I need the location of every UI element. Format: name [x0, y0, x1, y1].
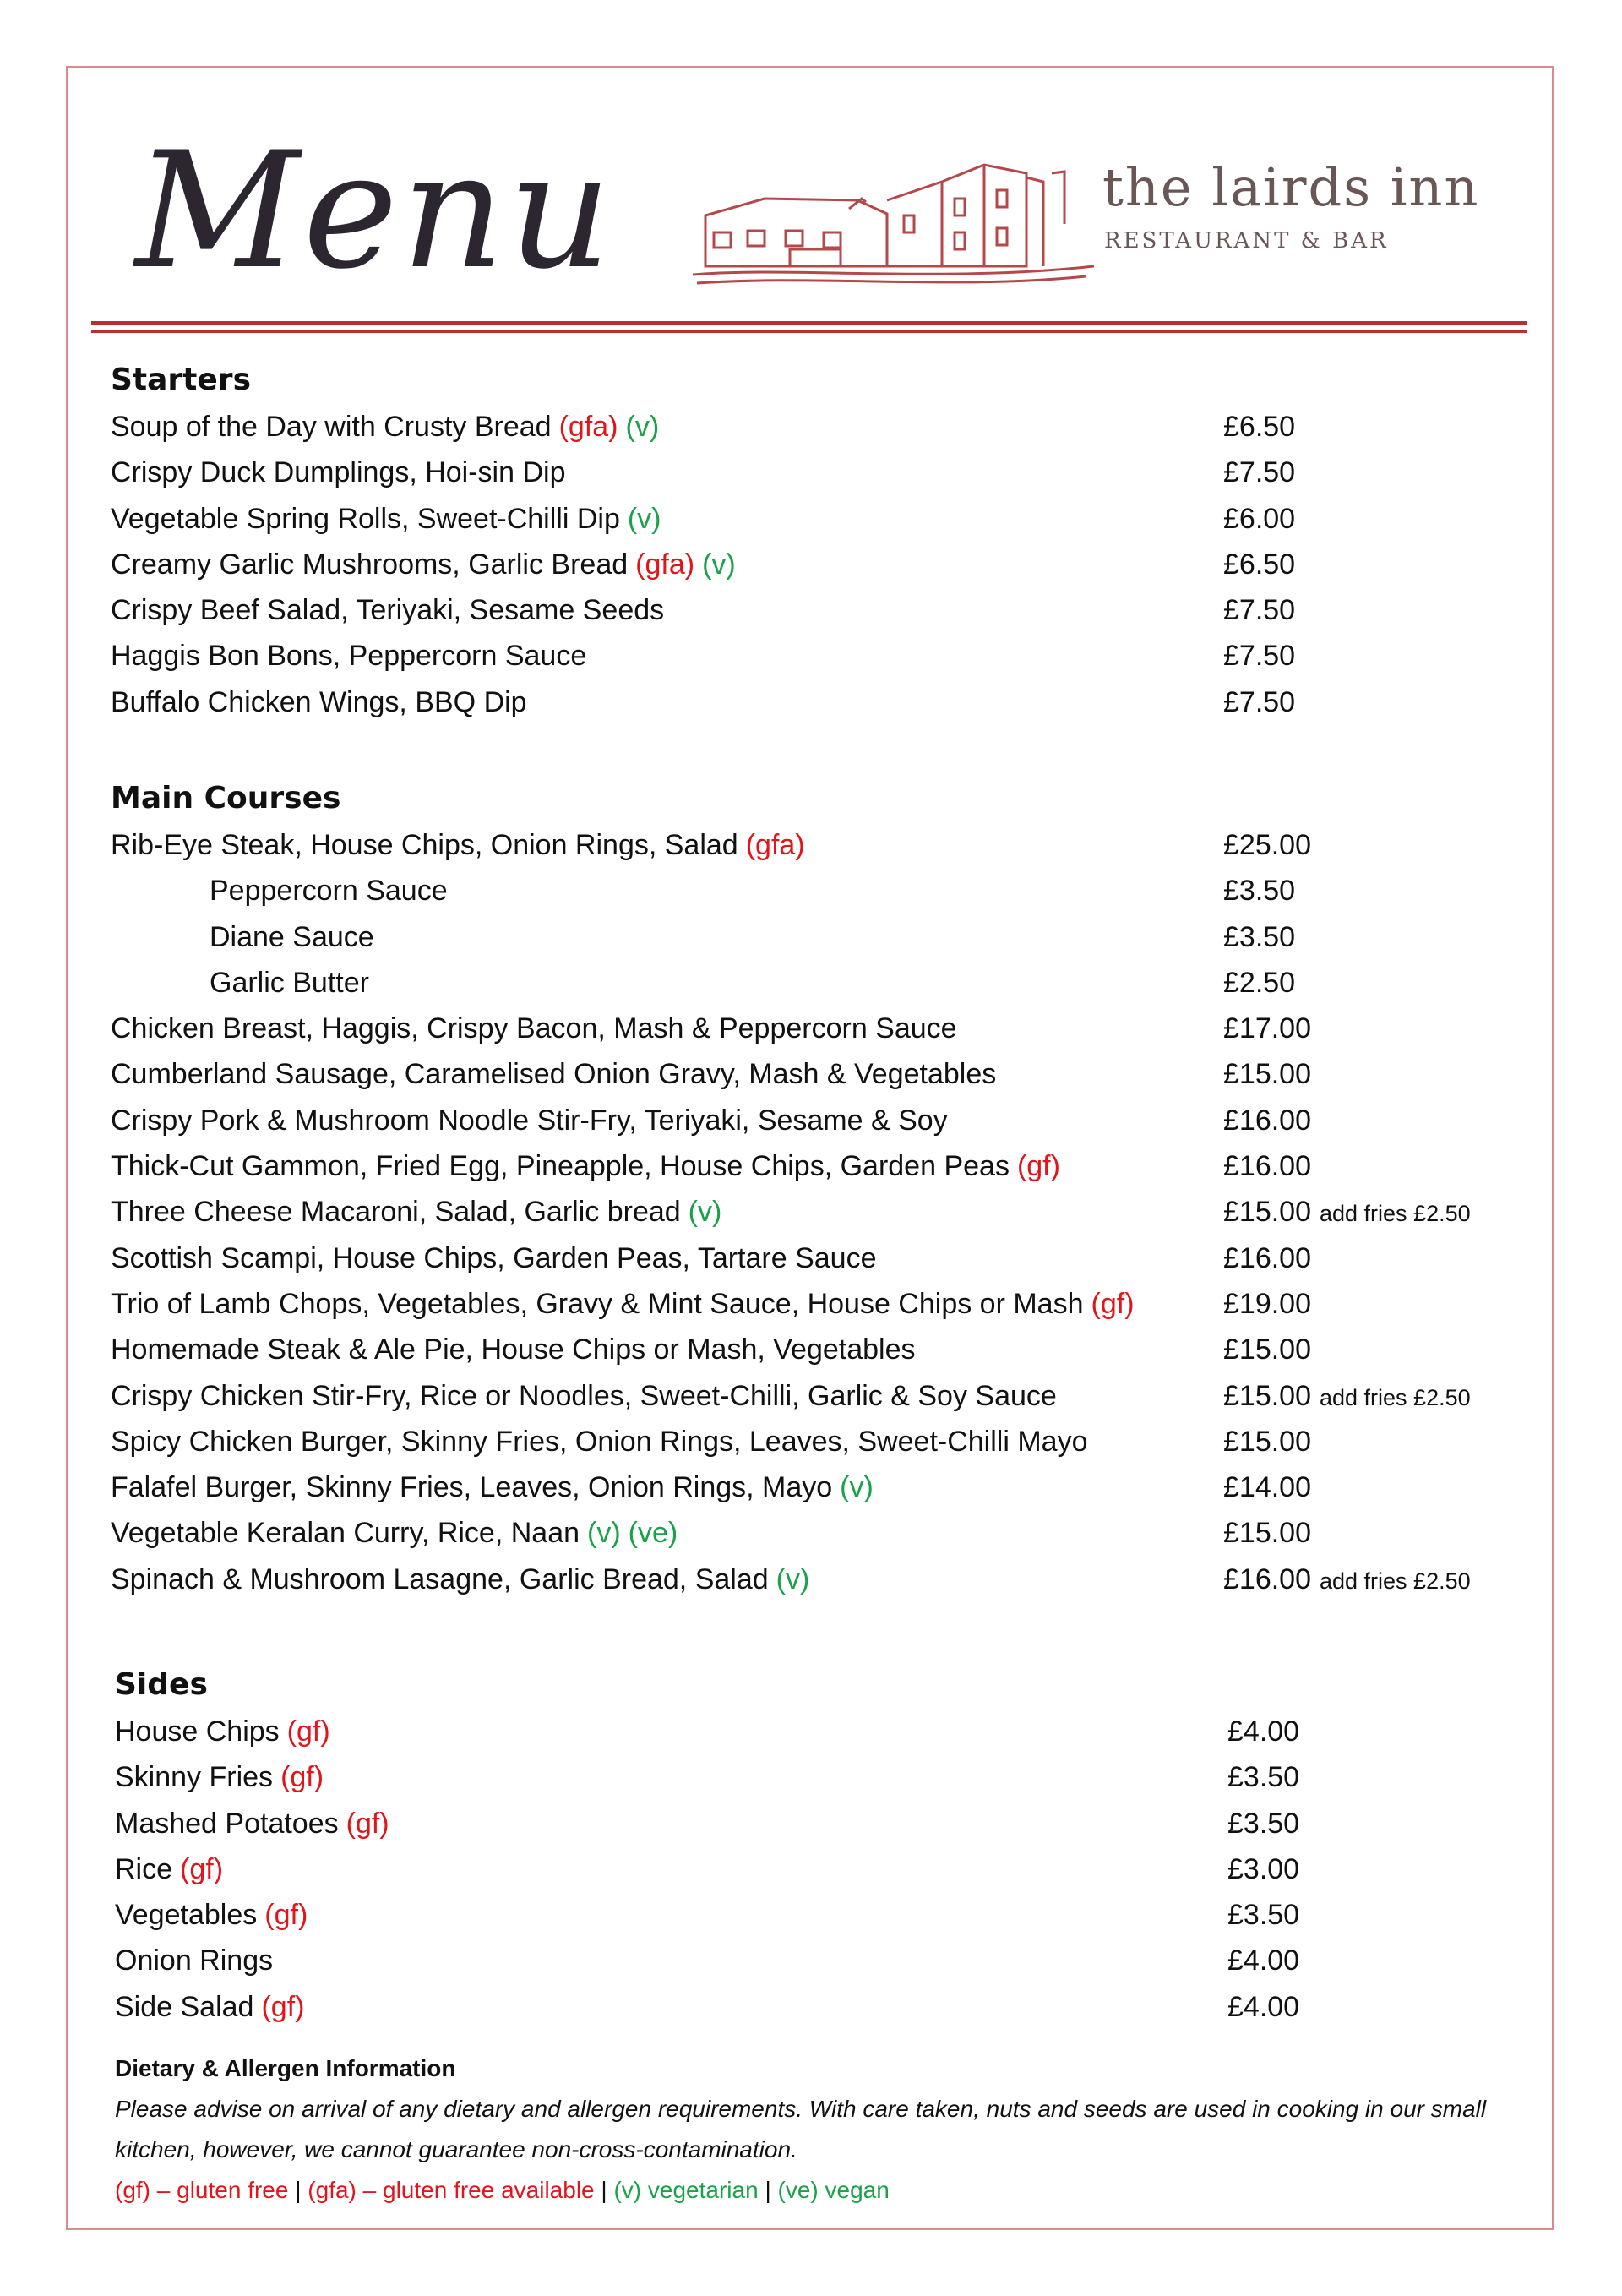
menu-item — [111, 960, 1505, 1006]
sides-section — [115, 1661, 1509, 2030]
menu-item-title: Rice — [115, 1852, 173, 1885]
menu-item-name — [111, 822, 805, 868]
menu-item-title: Crispy Chicken Stir-Fry, Rice or Noodles, Sweet-Chilli, Garlic & Soy Sauce — [111, 1379, 1057, 1412]
dietary-text: Please advise on arrival of any dietary and allergen requirements. With care taken, nuts and seeds are used in cooking in our small kitchen, however, we cannot guarantee non-cross-contamination. — [115, 2096, 1487, 2162]
dietary-tag: (gf) — [1016, 1150, 1060, 1183]
price-value: £4.00 — [1227, 1944, 1300, 1977]
legend-ve: (ve) vegan — [777, 2177, 890, 2203]
price-value: £6.00 — [1223, 502, 1296, 535]
menu-item — [111, 1281, 1505, 1327]
menu-item — [115, 1846, 1509, 1892]
menu-item-title: House Chips — [115, 1715, 280, 1748]
menu-item-price — [1223, 822, 1311, 868]
menu-item-price — [1223, 1557, 1471, 1604]
brand-subtitle: RESTAURANT & BAR — [1104, 228, 1389, 254]
menu-item — [111, 1235, 1505, 1281]
dietary-tag: (ve) — [628, 1517, 678, 1550]
price-value: £16.00 — [1223, 1150, 1311, 1183]
menu-item-price — [1223, 1373, 1471, 1421]
menu-item-name — [111, 1006, 957, 1051]
menu-item-name — [115, 1754, 324, 1800]
menu-item-price — [1223, 1051, 1311, 1097]
menu-item-name — [115, 1846, 223, 1892]
menu-item-name — [111, 542, 736, 587]
price-value: £15.00 — [1223, 1196, 1311, 1229]
price-value: £6.50 — [1223, 411, 1296, 443]
menu-item-title: Buffalo Chicken Wings, BBQ Dip — [111, 685, 527, 718]
dietary-tag: (gf) — [1091, 1287, 1135, 1320]
menu-item-title: Creamy Garlic Mushrooms, Garlic Bread — [111, 548, 629, 581]
price-value: £7.50 — [1223, 640, 1296, 673]
dietary-tag: (v) — [625, 411, 660, 443]
menu-item — [111, 587, 1505, 633]
inn-building-illustration — [689, 148, 1094, 300]
menu-item-name — [210, 914, 374, 960]
legend-v: (v) vegetarian — [613, 2177, 759, 2203]
price-value: £15.00 — [1223, 1425, 1311, 1458]
starters-section — [111, 357, 1505, 725]
dietary-tag: (v) — [688, 1196, 722, 1229]
menu-item — [115, 1754, 1509, 1800]
menu-item-price — [1227, 1709, 1299, 1754]
brand-name: the lairds inn — [1102, 156, 1480, 218]
menu-item-price — [1223, 1510, 1311, 1556]
menu-item-price — [1223, 542, 1295, 587]
menu-item — [111, 1557, 1505, 1602]
menu-item-price — [1223, 1098, 1311, 1143]
menu-item-name — [111, 1419, 1087, 1464]
mains-list — [111, 822, 1505, 1602]
menu-item-price — [1227, 1801, 1299, 1846]
menu-item-price — [1223, 1327, 1311, 1372]
menu-item-name — [115, 1938, 273, 1983]
menu-item-price — [1227, 1984, 1299, 2030]
menu-item-name — [111, 1235, 877, 1281]
main-courses-section — [111, 775, 1505, 1602]
price-value: £7.50 — [1223, 685, 1296, 718]
price-value: £7.50 — [1223, 456, 1296, 489]
dietary-tag: (gf) — [180, 1852, 224, 1885]
menu-item-name — [111, 633, 586, 679]
menu-item-title: Trio of Lamb Chops, Vegetables, Gravy & Mint Sauce, House Chips or Mash — [111, 1287, 1084, 1320]
price-value: £3.50 — [1223, 920, 1296, 953]
price-value: £6.50 — [1223, 548, 1296, 581]
menu-item-name — [210, 960, 369, 1006]
menu-item-price — [1223, 679, 1295, 725]
menu-item-name — [115, 1709, 330, 1754]
price-value: £15.00 — [1223, 1379, 1311, 1412]
menu-item-title: Falafel Burger, Skinny Fries, Leaves, Onion Rings, Mayo — [111, 1471, 833, 1504]
dietary-title: Dietary & Allergen Information — [115, 2055, 456, 2081]
menu-item-title: Skinny Fries — [115, 1761, 274, 1794]
menu-item — [115, 1984, 1509, 2030]
menu-item-name — [111, 450, 565, 495]
price-value: £17.00 — [1223, 1012, 1311, 1045]
menu-item — [111, 1419, 1505, 1464]
section-title: Starters — [111, 363, 251, 397]
menu-item — [111, 496, 1505, 542]
menu-item-title: Soup of the Day with Crusty Bread — [111, 411, 552, 443]
price-value: £14.00 — [1223, 1471, 1311, 1504]
menu-item-title: Spicy Chicken Burger, Skinny Fries, Onion Rings, Leaves, Sweet-Chilli Mayo — [111, 1425, 1088, 1458]
menu-item-title: Crispy Duck Dumplings, Hoi-sin Dip — [111, 456, 566, 489]
legend-gfa: (gfa) – gluten free available — [308, 2177, 595, 2203]
header-rule-bottom — [91, 330, 1527, 333]
menu-item — [111, 1098, 1505, 1143]
menu-item-title: Onion Rings — [115, 1944, 274, 1977]
menu-item-name — [210, 868, 448, 913]
menu-item — [111, 404, 1505, 450]
menu-item-price — [1227, 1846, 1299, 1892]
menu-item-name — [111, 679, 527, 725]
header-rule-top — [91, 321, 1527, 325]
menu-item-name — [115, 1984, 304, 2030]
menu-item-name — [111, 1373, 1057, 1419]
menu-item-title: Chicken Breast, Haggis, Crispy Bacon, Mash & Peppercorn Sauce — [111, 1012, 957, 1045]
menu-item-price — [1227, 1754, 1299, 1800]
price-value: £16.00 — [1223, 1104, 1311, 1137]
menu-item-name — [111, 1281, 1135, 1327]
menu-item-title: Crispy Pork & Mushroom Noodle Stir-Fry, Teriyaki, Sesame & Soy — [111, 1104, 948, 1137]
dietary-info — [115, 2048, 1534, 2211]
menu-item-price — [1223, 1235, 1311, 1281]
menu-item-price — [1223, 1281, 1311, 1327]
menu-item — [111, 1006, 1505, 1051]
menu-item — [115, 1801, 1509, 1846]
dietary-tag: (v) — [627, 502, 661, 535]
price-value: £15.00 — [1223, 1058, 1311, 1091]
menu-item — [111, 1464, 1505, 1510]
menu-item-price — [1223, 496, 1295, 542]
price-value: £3.50 — [1223, 875, 1296, 908]
menu-item-title: Diane Sauce — [210, 920, 374, 953]
price-value: £16.00 — [1223, 1562, 1311, 1595]
menu-item — [111, 679, 1505, 725]
menu-item — [111, 633, 1505, 679]
menu-item-price — [1223, 960, 1295, 1006]
dietary-tag: (v) — [840, 1471, 874, 1504]
menu-item-name — [111, 587, 664, 633]
menu-item-title: Scottish Scampi, House Chips, Garden Peas, Tartare Sauce — [111, 1241, 877, 1274]
menu-item-title: Vegetables — [115, 1899, 258, 1932]
sides-list — [115, 1709, 1509, 2030]
dietary-tag: (gf) — [261, 1990, 305, 2023]
menu-item-price — [1223, 633, 1295, 679]
menu-item — [115, 1938, 1509, 1983]
price-value: £25.00 — [1223, 829, 1311, 861]
menu-item-name — [111, 404, 659, 450]
legend-gf: (gf) – gluten free — [115, 2177, 289, 2203]
menu-item — [111, 542, 1505, 587]
price-value: £2.50 — [1223, 966, 1296, 999]
menu-item-price — [1223, 1006, 1311, 1051]
dietary-tag: (v) — [702, 548, 736, 581]
menu-item-price — [1227, 1938, 1299, 1983]
dietary-tag: (gf) — [346, 1807, 389, 1840]
menu-item-title: Vegetable Keralan Curry, Rice, Naan — [111, 1517, 580, 1550]
section-title: Main Courses — [111, 781, 341, 815]
menu-item — [111, 822, 1505, 868]
menu-item-title: Peppercorn Sauce — [210, 875, 448, 908]
menu-item-price — [1223, 1189, 1471, 1236]
menu-item-price — [1223, 868, 1295, 913]
price-value: £4.00 — [1227, 1990, 1300, 2023]
menu-item-title: Homemade Steak & Ale Pie, House Chips or Mash, Vegetables — [111, 1333, 916, 1366]
page-title: Menu — [135, 117, 615, 304]
dietary-tag: (gfa) — [745, 829, 805, 861]
menu-item-title: Three Cheese Macaroni, Salad, Garlic bread — [111, 1196, 681, 1229]
price-value: £3.50 — [1227, 1899, 1300, 1932]
dietary-tag: (v) — [776, 1562, 810, 1595]
menu-item-price — [1223, 1143, 1311, 1189]
menu-item-title: Vegetable Spring Rolls, Sweet-Chilli Dip — [111, 502, 620, 535]
dietary-tag: (gfa) — [635, 548, 695, 581]
dietary-tag: (gf) — [280, 1761, 324, 1794]
menu-item-name — [111, 1464, 874, 1510]
legend-separator: | — [295, 2177, 302, 2203]
dietary-legend — [115, 2170, 1534, 2211]
menu-item-price — [1223, 914, 1295, 960]
legend-separator: | — [601, 2177, 607, 2203]
price-value: £3.50 — [1227, 1761, 1300, 1794]
menu-item-name — [111, 1143, 1060, 1189]
menu-item-price — [1223, 450, 1295, 495]
menu-item — [111, 868, 1505, 913]
menu-item-title: Crispy Beef Salad, Teriyaki, Sesame Seeds — [111, 594, 665, 627]
legend-separator: | — [765, 2177, 771, 2203]
menu-item — [111, 1327, 1505, 1372]
dietary-tag: (gf) — [286, 1715, 330, 1748]
price-value: £3.00 — [1227, 1852, 1300, 1885]
menu-item-price — [1227, 1892, 1299, 1938]
price-value: £19.00 — [1223, 1287, 1311, 1320]
menu-item — [111, 914, 1505, 960]
price-value: £15.00 — [1223, 1517, 1311, 1550]
menu-item-name — [111, 1557, 809, 1602]
menu-item-title: Garlic Butter — [210, 966, 369, 999]
menu-item-title: Thick-Cut Gammon, Fried Egg, Pineapple, House Chips, Garden Peas — [111, 1150, 1010, 1183]
menu-item-price — [1223, 404, 1295, 450]
add-fries-note: add fries £2.50 — [1320, 1201, 1471, 1227]
menu-item — [111, 450, 1505, 495]
price-value: £4.00 — [1227, 1715, 1300, 1748]
menu-item-price — [1223, 1464, 1311, 1510]
section-title: Sides — [115, 1667, 208, 1702]
price-value: £16.00 — [1223, 1241, 1311, 1274]
menu-item-title: Mashed Potatoes — [115, 1807, 339, 1840]
menu-item — [115, 1892, 1509, 1938]
menu-item-title: Haggis Bon Bons, Peppercorn Sauce — [111, 640, 587, 673]
menu-item-name — [115, 1801, 389, 1846]
menu-item — [111, 1189, 1505, 1235]
add-fries-note: add fries £2.50 — [1320, 1384, 1471, 1410]
menu-item-title: Spinach & Mushroom Lasagne, Garlic Bread, Salad — [111, 1562, 769, 1595]
dietary-tag: (gf) — [264, 1899, 308, 1932]
menu-item — [111, 1143, 1505, 1189]
menu-item-name — [111, 1098, 948, 1143]
price-value: £15.00 — [1223, 1333, 1311, 1366]
menu-item-title: Side Salad — [115, 1990, 254, 2023]
menu-item-price — [1223, 1419, 1311, 1464]
price-value: £3.50 — [1227, 1807, 1300, 1840]
menu-item-name — [111, 1510, 678, 1556]
price-value: £7.50 — [1223, 594, 1296, 627]
dietary-tag: (gfa) — [558, 411, 618, 443]
menu-item-name — [111, 496, 661, 542]
menu-item — [111, 1373, 1505, 1419]
starters-list — [111, 404, 1505, 725]
menu-item — [111, 1051, 1505, 1097]
menu-item-name — [111, 1051, 996, 1097]
menu-item — [111, 1510, 1505, 1556]
menu-item-title: Rib-Eye Steak, House Chips, Onion Rings, Salad — [111, 829, 738, 861]
restaurant-logo — [689, 148, 1533, 300]
menu-item-name — [115, 1892, 308, 1938]
menu-item-price — [1223, 587, 1295, 633]
add-fries-note: add fries £2.50 — [1320, 1568, 1471, 1594]
menu-item — [115, 1709, 1509, 1754]
dietary-tag: (v) — [587, 1517, 621, 1550]
menu-item-name — [111, 1189, 721, 1235]
menu-item-title: Cumberland Sausage, Caramelised Onion Gravy, Mash & Vegetables — [111, 1058, 997, 1091]
menu-item-name — [111, 1327, 916, 1372]
